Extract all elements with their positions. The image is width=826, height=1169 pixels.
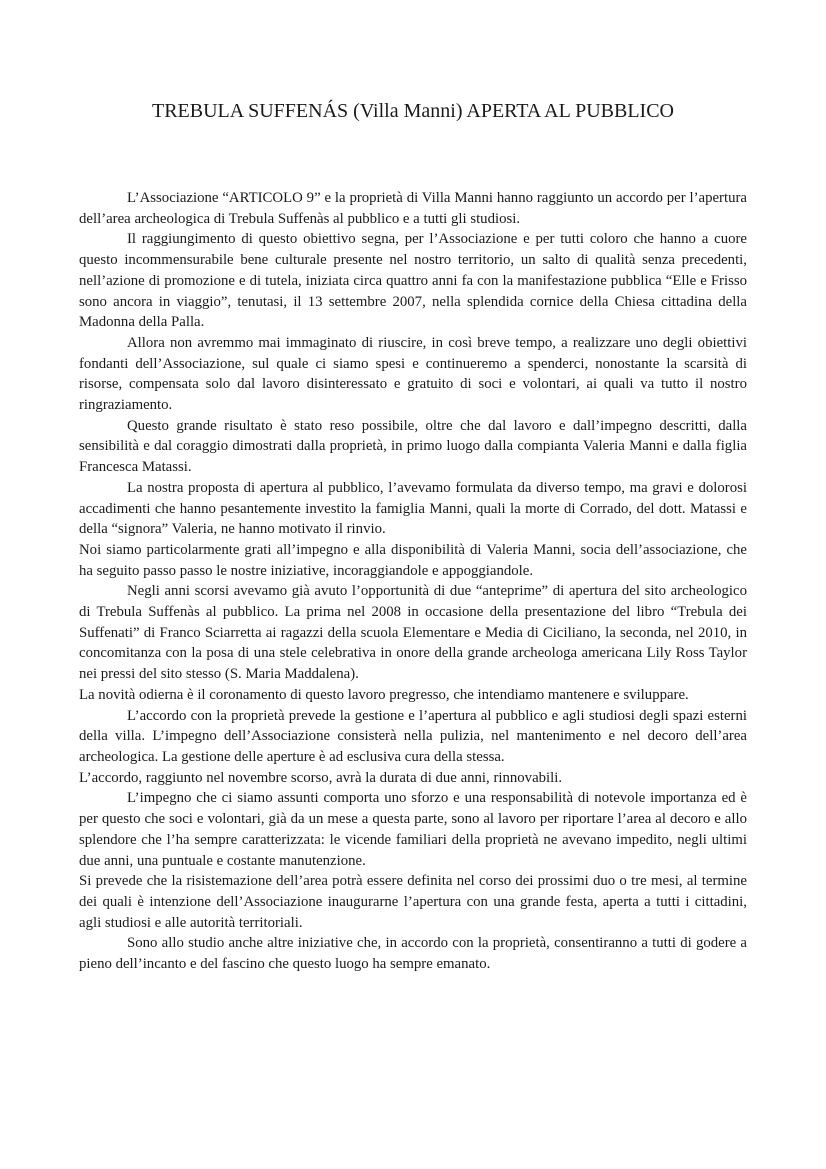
paragraph: Il raggiungimento di questo obiettivo segna, per l’Associazione e per tutti coloro che hanno a cuore questo incommensurabile bene culturale presente nel nostro territorio, un salto di qualità senza precedenti, nell’azione di promozione e di tutela, iniziata circa quattro anni fa con la manifestazione pubblica “Elle e Frisso sono ancora in viaggio”, tenutasi, il 13 settembre 2007, nella splendida cornice della Chiesa cittadina della Madonna della Palla. (79, 231, 747, 331)
document-body (79, 188, 747, 975)
paragraph: Noi siamo particolarmente grati all’impegno e alla disponibilità di Valeria Manni, socia dell’associazione, che ha seguito passo passo le nostre iniziative, incoraggiandole e appoggiandole. (79, 541, 747, 579)
paragraph: Si prevede che la risistemazione dell’area potrà essere definita nel corso dei prossimi duo o tre mesi, al termine dei quali è intenzione dell’Associazione inaugurarne l’apertura con una grande festa, aperta a tutti i cittadini, agli studiosi e alle autorità territoriali. (79, 873, 747, 931)
paragraph: La nostra proposta di apertura al pubblico, l’avevamo formulata da diverso tempo, ma gravi e dolorosi accadimenti che hanno pesantemente investito la famiglia Manni, quali la morte di Corrado, del dott. Matassi e della “signora” Valeria, ne hanno motivato il rinvio. (79, 479, 747, 538)
paragraph: L’accordo, raggiunto nel novembre scorso, avrà la durata di due anni, rinnovabili. (79, 769, 563, 786)
paragraph: La novità odierna è il coronamento di questo lavoro pregresso, che intendiamo mantenere e sviluppare. (79, 686, 689, 703)
paragraph: L’impegno che ci siamo assunti comporta uno sforzo e una responsabilità di notevole importanza ed è per questo che soci e volontari, già da un mese a questa parte, sono al lavoro per riportare l’area al decoro e allo splendore che l’ha sempre caratterizzata: le vicende familiari della proprietà ne avevano impedito, negli ultimi due anni, una puntuale e costante manutenzione. (79, 790, 747, 869)
paragraph: L’accordo con la proprietà prevede la gestione e l’apertura al pubblico e agli studiosi degli spazi esterni della villa. L’impegno dell’Associazione consisterà nella pulizia, nel mantenimento e nel decoro dell’area archeologica. La gestione delle aperture è ad esclusiva cura della stessa. (79, 707, 747, 765)
paragraph: Allora non avremmo mai immaginato di riuscire, in così breve tempo, a realizzare uno degli obiettivi fondanti dell’Associazione, sul quale ci siamo spesi e continueremo a spenderci, nonostante la scarsità di risorse, compensata solo dal lavoro disinteressato e gratuito di soci e volontari, ai quali va tutto il nostro ringraziamento. (79, 334, 747, 414)
paragraph: L’Associazione “ARTICOLO 9” e la proprietà di Villa Manni hanno raggiunto un accordo per l’apertura dell’area archeologica di Trebula Suffenàs al pubblico e a tutti gli studiosi. (79, 190, 747, 227)
paragraph: Sono allo studio anche altre iniziative che, in accordo con la proprietà, consentiranno a tutti di godere a pieno dell’incanto e del fascino che questo luogo ha sempre emanato. (79, 935, 747, 973)
document-title: TREBULA SUFFENÁS (Villa Manni) APERTA AL PUBBLICO (152, 100, 674, 122)
paragraph: Negli anni scorsi avevamo già avuto l’opportunità di due “anteprime” di apertura del sito archeologico di Trebula Suffenàs al pubblico. La prima nel 2008 in occasione della presentazione del libro “Trebula dei Suffenati” di Franco Sciarretta ai ragazzi della scuola Elementare e Media di Ciciliano, la seconda, nel 2010, in concomitanza con la posa di una stele celebrativa in onore della grande archeologa americana Lily Ross Taylor nei pressi del sito stesso (S. Maria Maddalena). (79, 583, 747, 683)
paragraph: Questo grande risultato è stato reso possibile, oltre che dal lavoro e dall’impegno descritti, dalla sensibilità e dal coraggio dimostrati dalla proprietà, in primo luogo dalla compianta Valeria Manni e dalla figlia Francesca Matassi. (79, 417, 747, 476)
